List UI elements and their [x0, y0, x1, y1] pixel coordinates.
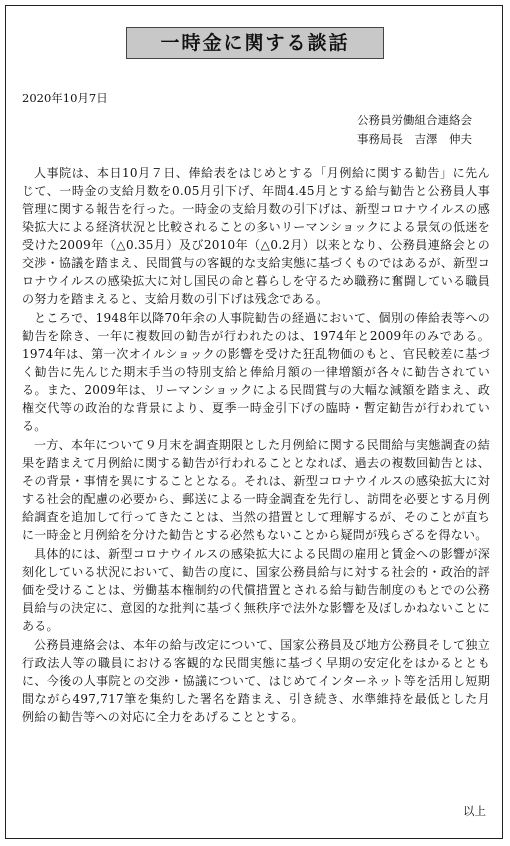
- closing-mark: 以上: [463, 804, 486, 818]
- paragraph: ところで、1948年以降70年余の人事院勧告の経過において、個別の俸給表等への勧告を除き、一年に複数回の勧告が行われたのは、1974年と2009年のみである。1974年は、第一次オイルショックの影響を受けた狂乱物価のもと、官民較差に基づく勧告に先んじた期末手当の特別支給と俸給月額の一律増額が各々に勧告されている。また、2009年は、リーマンショックによる民間賞与の大幅な減額を踏まえ、政権交代等の政治的な背景により、夏季一時金引下げの臨時・暫定勧告が行われている。: [22, 311, 490, 433]
- author-name: 事務局長 吉澤 伸夫: [357, 132, 472, 146]
- document-body: [22, 164, 490, 727]
- document-date: 2020年10月7日: [22, 91, 108, 105]
- paragraph: 公務員連絡会は、本年の給与改定について、国家公務員及び地方公務員そして独立行政法人等の職員における客観的な民間実態に基づく早期の安定化をはかるとともに、今後の人事院との交渉・協議について、はじめてインターネット等を活用し短期間ながら497,717筆を集約した署名を踏まえ、引き続き、水準維持を最低とした月例給の勧告等への対応に全力をあげることとする。: [22, 638, 490, 724]
- paragraph: 人事院は、本日10月７日、俸給表をはじめとする「月例給に関する勧告」に先んじて、一時金の支給月数を0.05月引下げ、年間4.45月とする給与勧告と公務員人事管理に関する報告を行った。一時金の支給月数の引下げは、新型コロナウイルスの感染拡大による経済状況と比較されることの多いリーマンショックによる景気の低迷を受けた2009年（△0.35月）及び2010年（△0.2月）以来となり、公務員連絡会との交渉・協議を踏まえ、民間賞与の客観的な支給実態に基づくものではあるが、新型コロナウイルスの感染拡大に対し国民の命と暮らしを守るため職務に奮闘している職員の努力を踏まえると、支給月数の引下げは残念である。: [22, 166, 490, 306]
- paragraph: 一方、本年について９月末を調査期限とした月例給に関する民間給与実態調査の結果を踏まえて月例給に関する勧告が行われることとなれば、過去の複数回勧告とは、その背景・事情を異にすることとなる。それは、新型コロナウイルスの感染拡大に対する社会的配慮の必要から、郵送による一時金調査を先行し、訪問を必要とする月例給調査を追加して行ってきたことは、当然の措置として理解するが、そのことが直ちに一時金と月例給を分けた勧告とする必然もないことから疑問が残らざるを得ない。: [22, 438, 490, 542]
- document-title: 一時金に関する談話: [126, 27, 384, 59]
- paragraph: 具体的には、新型コロナウイルスの感染拡大による民間の雇用と賃金への影響が深刻化している状況において、勧告の度に、国家公務員給与に対する社会的・政治的評価を受けることは、労働基本権制約の代償措置とされる給与勧告制度のもとでの公務員給与の決定に、意図的な批判に基づく無秩序で法外な影響を及ぼしかねないことにある。: [22, 547, 490, 633]
- organization-name: 公務員労働組合連絡会: [357, 113, 472, 127]
